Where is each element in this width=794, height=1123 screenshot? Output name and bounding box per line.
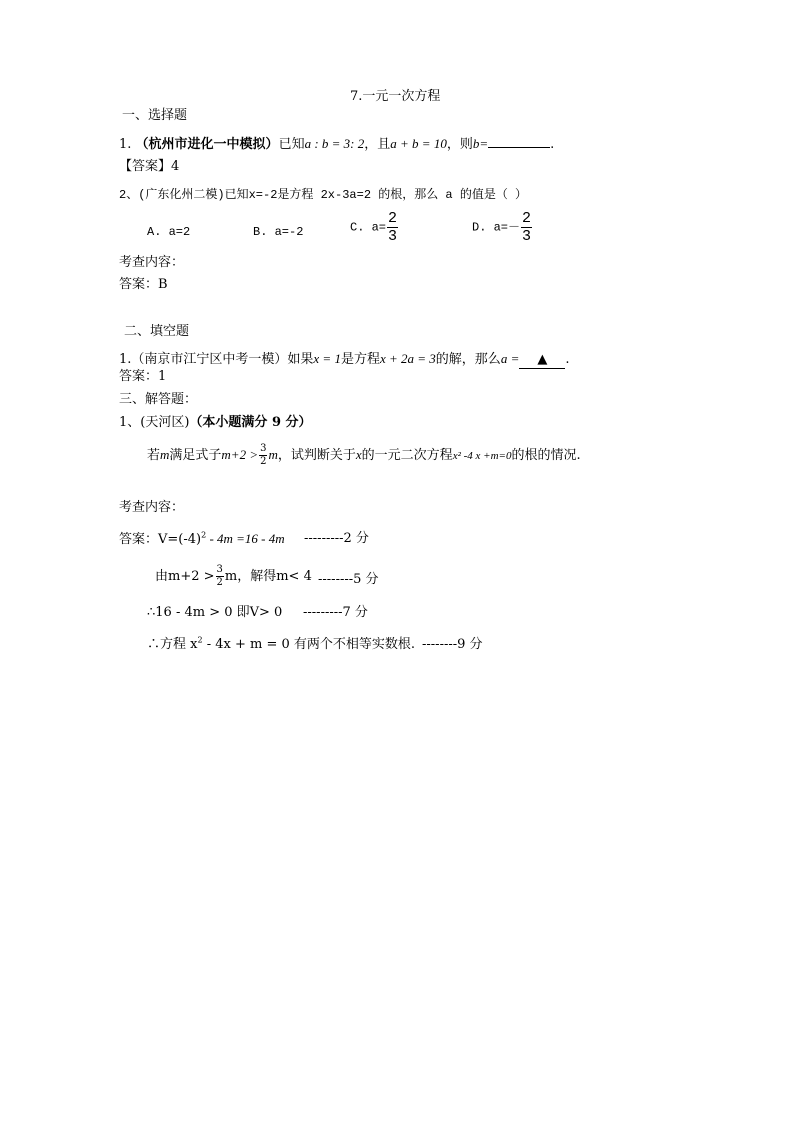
- question-4-body: [147, 444, 581, 467]
- q4-p5: 的根的情况.: [511, 448, 581, 463]
- sol-l4-sup: 2: [197, 635, 203, 645]
- q4-rhs: m: [268, 447, 278, 462]
- q3-text3: 的解，那么: [435, 352, 501, 367]
- sol-l1-sup: 2: [201, 530, 207, 540]
- solution-line-3: ∴16 - 4m > 0 即V> 0: [147, 605, 283, 620]
- q1-source: （杭州市进化一中模拟）: [135, 137, 279, 152]
- q4-p1: 若: [147, 448, 161, 463]
- q4-head: 1、(天河区): [119, 415, 190, 430]
- option-c-fraction: [387, 211, 398, 244]
- q4-numerator: 3: [260, 443, 267, 454]
- option-d: [472, 211, 533, 244]
- solution-line-1: [119, 531, 285, 548]
- sol-l2-post: m，解得m< 4: [224, 569, 312, 584]
- q3-text1: 1.（南京市江宁区中考一模）如果: [119, 352, 314, 367]
- question-1: [119, 135, 554, 153]
- q4-fraction: [259, 444, 267, 467]
- question-2: 2、(广东化州二模)已知x=-2是方程 2x-3a=2 的根，那么 a 的值是（ ）: [119, 188, 528, 202]
- answer-1-label: 【答案】: [119, 159, 172, 174]
- q1-equation: a + b = 10: [390, 136, 447, 151]
- q1-ratio: a : b = 3: 2: [304, 136, 365, 151]
- option-a: A. a=2: [147, 225, 191, 239]
- q4-denominator: 2: [260, 456, 267, 467]
- answer-3: 答案：1: [119, 369, 167, 384]
- q3-tail: .: [565, 352, 570, 367]
- q1-blank[interactable]: [488, 135, 550, 148]
- option-c-denominator: 3: [388, 228, 398, 245]
- option-c-numerator: 2: [388, 210, 398, 227]
- solution-line-2-score: --------5 分: [318, 572, 379, 587]
- option-d-denominator: 3: [522, 228, 532, 245]
- q1-number: 1.: [119, 137, 132, 152]
- section-heading-choice: 一、选择题: [122, 108, 188, 123]
- solution-line-4: [147, 637, 415, 653]
- sol-l4-post: - 4x + m = 0 有两个不相等实数根.: [202, 637, 415, 652]
- q3-ask: a =: [500, 351, 520, 366]
- answer-2: 答案：B: [119, 277, 168, 292]
- review-content-2: 考查内容：: [119, 500, 185, 515]
- solution-line-1-score: ---------2 分: [304, 531, 369, 546]
- sol-l2-fraction: [216, 565, 224, 588]
- question-4-header: [119, 415, 312, 431]
- q4-lhs: m+2 >: [221, 447, 259, 462]
- sol-l2-denominator: 2: [216, 577, 223, 588]
- question-3: [119, 351, 569, 369]
- option-d-numerator: 2: [522, 210, 532, 227]
- q1-ask: b=: [472, 136, 489, 151]
- q1-tail: .: [550, 137, 555, 152]
- section-heading-solve: 三、解答题：: [119, 392, 198, 407]
- q4-p4: 的一元二次方程: [361, 448, 453, 463]
- q1-text1: 已知: [278, 137, 305, 152]
- q4-p2: 满足式子: [169, 448, 222, 463]
- answer-1-value: 4: [171, 159, 180, 174]
- option-c-prefix: C. a=: [350, 220, 387, 235]
- q1-text3: ，则: [446, 137, 473, 152]
- q4-x: x: [355, 447, 362, 462]
- option-c: [350, 211, 399, 244]
- option-d-prefix: D. a=－: [472, 220, 521, 235]
- option-b: B. a=-2: [253, 225, 304, 239]
- q3-blank[interactable]: [519, 352, 565, 369]
- q3-text2: 是方程: [340, 352, 380, 367]
- page-title: 7.一元一次方程: [350, 89, 441, 104]
- section-heading-fill: 二、填空题: [124, 324, 190, 339]
- q4-equation: x² -4 x +m=0: [452, 450, 512, 462]
- solution-line-4-score: --------9 分: [422, 637, 483, 652]
- answer-1: [119, 159, 179, 175]
- q3-triangle: ▲: [537, 352, 548, 367]
- sol-l2-pre: 由m+2 >: [155, 569, 215, 584]
- q4-p3: ，试判断关于: [277, 448, 356, 463]
- q1-text2: ，且: [364, 137, 391, 152]
- option-d-fraction: [521, 211, 532, 244]
- solution-line-2: [155, 565, 312, 588]
- sol-l1-post: - 4m =16 - 4m: [206, 531, 285, 546]
- sol-l1-pre: 答案：V=(-4): [119, 532, 202, 547]
- solution-line-3-score: ---------7 分: [303, 605, 368, 620]
- q3-equation: x + 2a = 3: [379, 351, 436, 366]
- q4-score-note: （本小题满分 9 分）: [189, 415, 312, 430]
- q3-x: x = 1: [313, 351, 341, 366]
- q4-m: m: [160, 447, 170, 462]
- review-content-1: 考查内容：: [119, 255, 185, 270]
- sol-l2-numerator: 3: [216, 564, 223, 575]
- sol-l4-pre: ∴方程 x: [147, 637, 198, 652]
